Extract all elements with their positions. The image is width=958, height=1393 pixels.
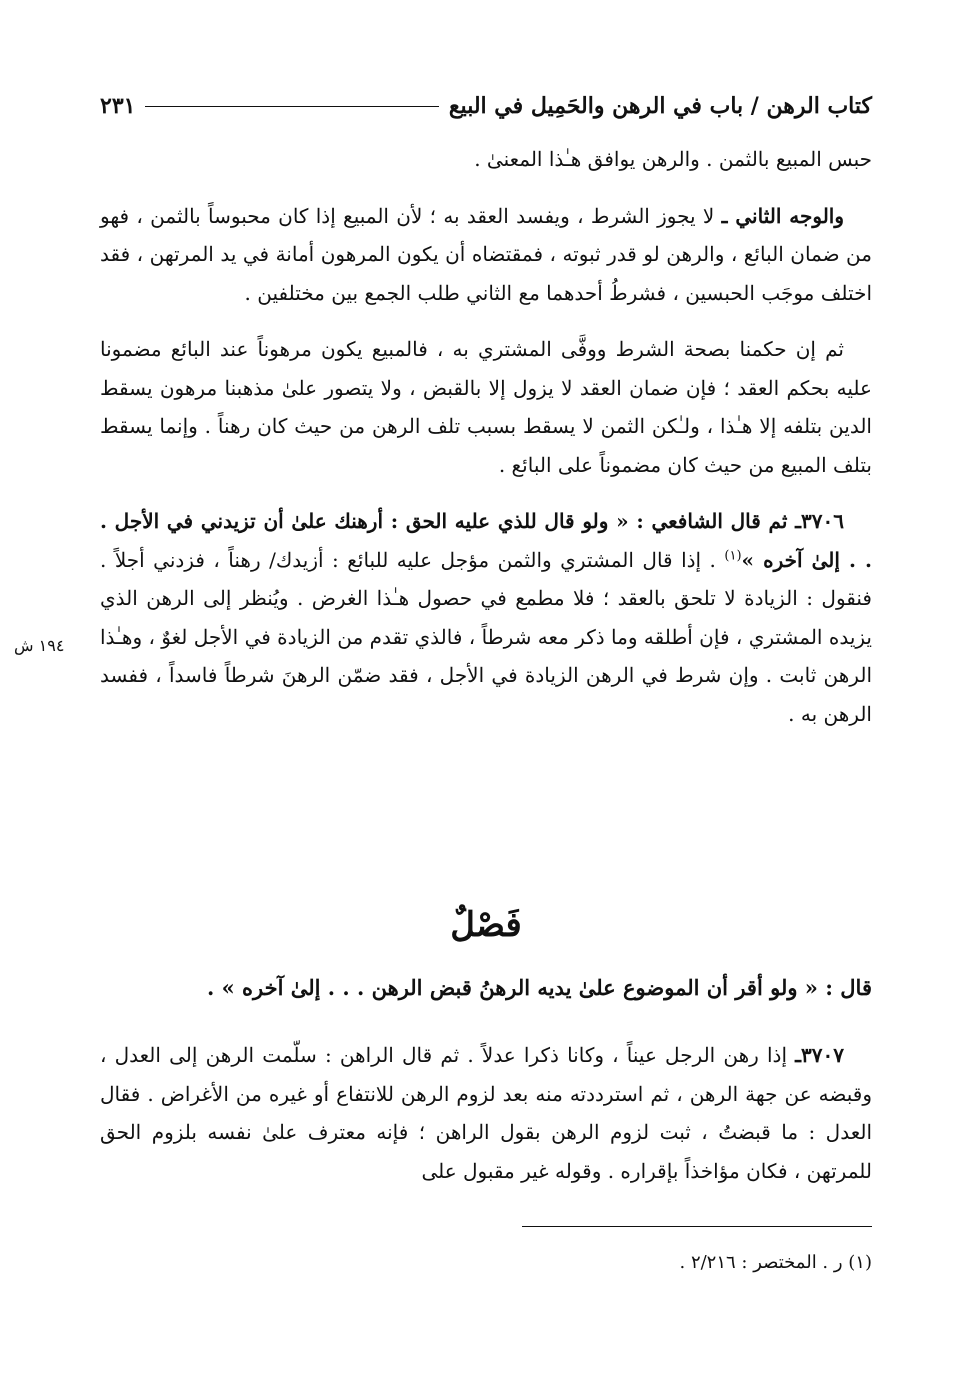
footnote-ref[interactable]: (١) (724, 547, 742, 563)
section-heading-text: فَصْلٌ (450, 905, 522, 945)
section-heading (100, 905, 872, 945)
paragraph-continuation (100, 140, 872, 179)
main-text-bottom (100, 1036, 872, 1208)
paragraph-lead: ٣٧٠٧ـ (795, 1043, 844, 1067)
paragraph-text: ثم إن حكمنا بصحة الشرط ووفَّى المشتري به ، فالمبيع يكون مرهوناً عند البائع مضمونا عليه بحكم العقد ؛ فإن ضمان العقد لا يزول إلا بالقبض ، ولا يتصور علىٰ مذهبنا مرهون يسقط الدين بتلفه إلا هـٰذا ، ولـٰكن الثمن لا يسقط بسبب تلف الرهن من حيث كان رهناً . وإنما يسقط بتلف المبيع من حيث كان مضموناً على البائع . (100, 337, 872, 477)
paragraph-3707 (100, 1036, 872, 1190)
paragraph-second-view (100, 197, 872, 313)
header-rule (145, 106, 438, 107)
footnote-rule (522, 1226, 872, 1227)
main-text-top (100, 140, 872, 751)
header-title: كتاب الرهن / باب في الرهن والحَمِيل في البيع (448, 93, 872, 119)
paragraph-ruling (100, 330, 872, 484)
footnote: (١) ر . المختصر : ٢/٢١٦ . (679, 1252, 872, 1273)
paragraph-text: لا يجوز الشرط ، ويفسد العقد به ؛ لأن المبيع إذا كان محبوساً بالثمن ، فهو من ضمان البائع ، والرهن لو قدر ثبوته ، فمقتضاه أن يكون المرهون أمانة في يد المرتهن ، فقد اختلف موجَب الحبسين ، فشرطُ أحدهما مع الثاني طلب الجمع بين مختلفين . (100, 203, 872, 305)
section-quote: قال : « ولو أقر أن الموضوع علىٰ يديه الرهنُ قبض الرهن . . . إلىٰ آخره » . (206, 975, 872, 1000)
running-header (100, 86, 872, 126)
margin-note: ١٩٤ ش (14, 636, 65, 655)
paragraph-lead: والوجه الثاني ـ (721, 203, 845, 228)
paragraph-text: . إذا قال المشتري والثمن مؤجل عليه للبائع : أزيدك/ رهناً ، فزدني أجلاً . فنقول : الزيادة لا تلحق بالعقد ؛ فلا مطمع في حصول هـٰذا الغرض . ويُنظر إلى الرهن الذي يزيده المشتري ، فإن أطلقه وما ذكر معه شرطاً ، فالذي تقدم من الزيادة في الأجل لغوٌ ، وهـٰذا الرهن ثابت . وإن شرط في الرهن الزيادة في الأجل ، فقد ضمّن الرهنَ شرطاً فاسداً ، ففسد الرهن به . (100, 547, 872, 726)
page-number: ٢٣١ (100, 93, 136, 119)
paragraph-text: حبس المبيع بالثمن . والرهن يوافق هـٰذا المعنىٰ . (474, 147, 872, 171)
paragraph-lead: ٣٧٠٦ـ ثم قال الشافعي : « ولو قال للذي عليه الحق : أرهنك علىٰ أن تزيدني في الأجل . . . إلىٰ آخره » (100, 509, 873, 572)
paragraph-3706 (100, 502, 872, 733)
paragraph-text: إذا رهن الرجل عيناً ، وكانا ذكرا عدلاً . ثم قال الراهن : سلّمت الرهن إلى العدل ، وقبضه عن جهة الرهن ، ثم استرددته منه بعد لزوم الرهن للانتفاع أو غيره من الأغراض . فقال العدل : ما قبضتُ ، ثبت لزوم الرهن بقول الراهن ؛ فإنه معترف علىٰ نفسه بلزوم الحق للمرتهن ، فكان مؤاخذاً بإقراره . وقوله غير مقبول على (100, 1043, 872, 1183)
